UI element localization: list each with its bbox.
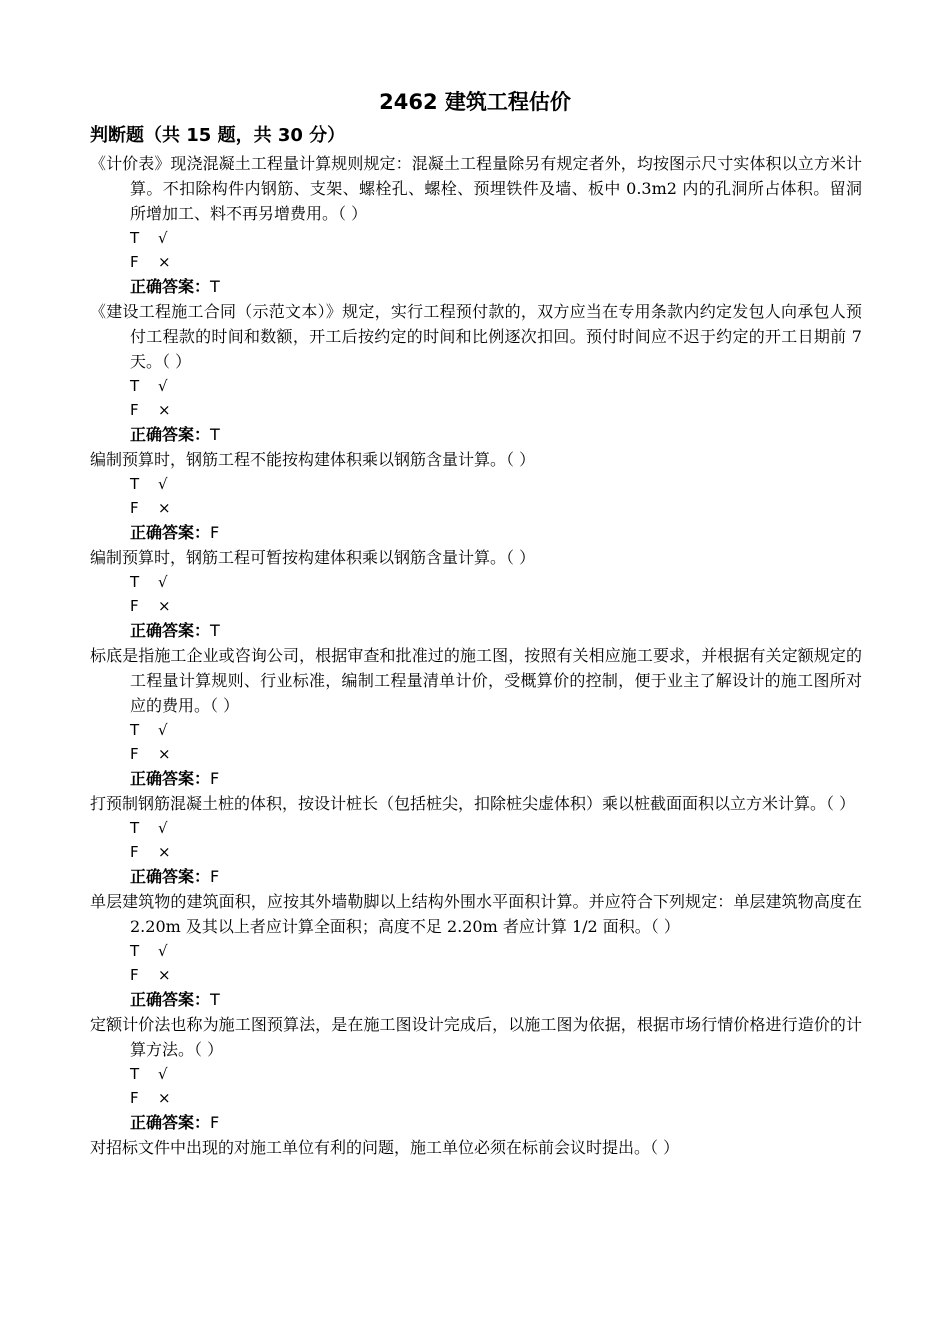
option-false (90, 250, 862, 274)
answer-label: 正确答案： (130, 277, 211, 296)
answer-label: 正确答案： (130, 990, 211, 1009)
answer-label: 正确答案： (130, 867, 211, 886)
correct-answer (90, 274, 862, 299)
option-key: T (130, 475, 140, 493)
option-mark: × (158, 966, 171, 984)
option-mark: × (158, 1089, 171, 1107)
option-true (90, 1062, 862, 1086)
option-key: T (130, 942, 140, 960)
answer-value: T (210, 621, 220, 640)
question-text: 编制预算时，钢筋工程不能按构建体积乘以钢筋含量计算。（ ） (90, 450, 536, 469)
option-mark: √ (158, 942, 168, 960)
question-item (90, 299, 862, 447)
option-false (90, 742, 862, 766)
option-key: T (130, 1065, 140, 1083)
question-list (90, 151, 862, 1160)
question-item (90, 643, 862, 791)
question-text: 《建设工程施工合同（示范文本）》规定，实行工程预付款的，双方应当在专用条款内约定发包人向承包人预付工程款的时间和数额，开工后按约定的时间和比例逐次扣回。预付时间应不迟于约定的开工日期前 7 天。（ ） (90, 302, 862, 371)
option-mark: √ (158, 475, 168, 493)
option-true (90, 374, 862, 398)
option-mark: × (158, 499, 171, 517)
answer-label: 正确答案： (130, 1113, 211, 1132)
option-key: F (130, 499, 139, 517)
option-key: T (130, 229, 140, 247)
option-mark: √ (158, 721, 168, 739)
correct-answer (90, 422, 862, 447)
question-item (90, 447, 862, 545)
answer-value: F (210, 769, 220, 788)
question-text: 编制预算时，钢筋工程可暂按构建体积乘以钢筋含量计算。（ ） (90, 548, 536, 567)
option-key: T (130, 377, 140, 395)
option-mark: × (158, 843, 171, 861)
answer-label: 正确答案： (130, 523, 211, 542)
option-key: F (130, 253, 139, 271)
option-mark: √ (158, 819, 168, 837)
option-key: F (130, 745, 139, 763)
question-item (90, 791, 862, 889)
correct-answer (90, 618, 862, 643)
question-item (90, 1135, 862, 1160)
answer-value: T (210, 990, 220, 1009)
option-false (90, 1086, 862, 1110)
question-text: 标底是指施工企业或咨询公司，根据审查和批准过的施工图，按照有关相应施工要求，并根据有关定额规定的工程量计算规则、行业标准，编制工程量清单计价，受概算价的控制，便于业主了解设计的施工图所对应的费用。（ ） (90, 646, 862, 715)
question-item (90, 151, 862, 299)
option-key: T (130, 721, 140, 739)
option-false (90, 594, 862, 618)
question-text: 打预制钢筋混凝土桩的体积，按设计桩长（包括桩尖，扣除桩尖虚体积）乘以桩截面面积以立方米计算。（ ） (90, 794, 856, 813)
option-false (90, 496, 862, 520)
option-true (90, 718, 862, 742)
question-text: 《计价表》现浇混凝土工程量计算规则规定：混凝土工程量除另有规定者外，均按图示尺寸实体积以立方米计算。不扣除构件内钢筋、支架、螺栓孔、螺栓、预埋铁件及墙、板中 0.3m2 内的孔洞所占体积。留洞所增加工、料不再另增费用。（ ） (90, 154, 862, 223)
option-key: F (130, 597, 139, 615)
answer-value: F (210, 1113, 220, 1132)
correct-answer (90, 1110, 862, 1135)
question-item (90, 1012, 862, 1135)
option-mark: × (158, 597, 171, 615)
option-mark: × (158, 401, 171, 419)
answer-label: 正确答案： (130, 621, 211, 640)
option-mark: × (158, 253, 171, 271)
option-key: T (130, 819, 140, 837)
correct-answer (90, 987, 862, 1012)
option-false (90, 963, 862, 987)
section-heading: 判断题（共 15 题，共 30 分） (90, 125, 346, 146)
answer-label: 正确答案： (130, 769, 211, 788)
answer-value: F (210, 523, 220, 542)
option-false (90, 398, 862, 422)
answer-label: 正确答案： (130, 425, 211, 444)
question-text: 对招标文件中出现的对施工单位有利的问题，施工单位必须在标前会议时提出。（ ） (90, 1138, 680, 1157)
answer-value: F (210, 867, 220, 886)
option-true (90, 570, 862, 594)
option-mark: √ (158, 229, 168, 247)
correct-answer (90, 520, 862, 545)
option-key: F (130, 966, 139, 984)
option-mark: √ (158, 1065, 168, 1083)
option-mark: √ (158, 377, 168, 395)
option-key: F (130, 843, 139, 861)
question-text: 单层建筑物的建筑面积，应按其外墙勒脚以上结构外围水平面积计算。并应符合下列规定：单层建筑物高度在 2.20m 及其以上者应计算全面积；高度不足 2.20m 者应计算 1/2 面积。（ ） (90, 892, 862, 936)
option-true (90, 226, 862, 250)
option-mark: √ (158, 573, 168, 591)
answer-value: T (210, 425, 220, 444)
option-mark: × (158, 745, 171, 763)
option-key: T (130, 573, 140, 591)
option-true (90, 816, 862, 840)
option-false (90, 840, 862, 864)
option-key: F (130, 1089, 139, 1107)
correct-answer (90, 766, 862, 791)
option-true (90, 472, 862, 496)
question-item (90, 545, 862, 643)
correct-answer (90, 864, 862, 889)
option-true (90, 939, 862, 963)
question-text: 定额计价法也称为施工图预算法，是在施工图设计完成后，以施工图为依据，根据市场行情价格进行造价的计算方法。（ ） (90, 1015, 862, 1059)
question-item (90, 889, 862, 1012)
document-title: 2462 建筑工程估价 (379, 90, 571, 114)
answer-value: T (210, 277, 220, 296)
option-key: F (130, 401, 139, 419)
